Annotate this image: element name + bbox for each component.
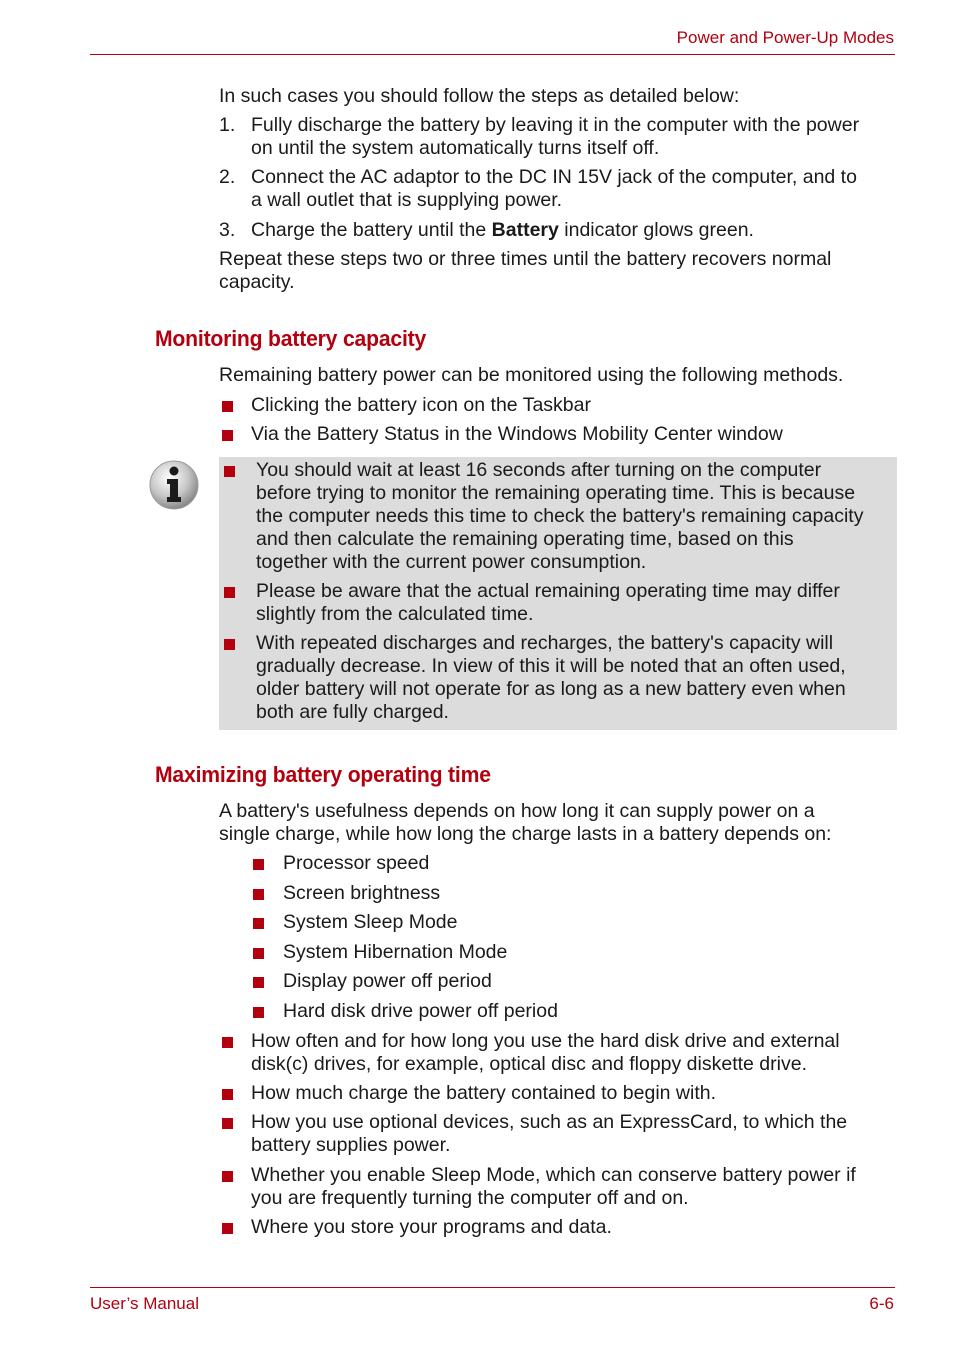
step-text-line: on until the system automatically turns itself off.: [251, 137, 660, 159]
sub-list-item: [253, 941, 889, 964]
bullet-square-icon: [224, 587, 235, 598]
list-item-line: Where you store your programs and data.: [251, 1216, 612, 1238]
battery-indicator-label: Battery: [491, 219, 559, 241]
monitoring-intro: Remaining battery power can be monitored using the following methods.: [219, 364, 844, 386]
step-text-line: a wall outlet that is supplying power.: [251, 189, 563, 211]
bullet-square-icon: [253, 918, 264, 929]
sub-list-item: [253, 852, 889, 875]
bullet-square-icon: [222, 1171, 233, 1182]
step-text: Charge the battery until the: [251, 219, 492, 241]
note-line: before trying to monitor the remaining operating time. This is because: [256, 482, 856, 504]
step-number: 3.: [219, 219, 236, 241]
list-item: [222, 1111, 889, 1157]
bullet-square-icon: [253, 859, 264, 870]
note-item: [224, 580, 892, 626]
list-item-line: How often and for how long you use the hard disk drive and external: [251, 1030, 840, 1052]
step-number: 1.: [219, 114, 236, 136]
list-item-text: Via the Battery Status in the Windows Mobility Center window: [251, 423, 783, 445]
bullet-square-icon: [222, 401, 233, 412]
list-item: [222, 1216, 889, 1239]
bullet-square-icon: [253, 977, 264, 988]
paragraph-line: capacity.: [219, 271, 295, 293]
bullet-square-icon: [222, 1089, 233, 1100]
sub-list-item: [253, 911, 889, 934]
step-text-line: Fully discharge the battery by leaving it in the computer with the power: [251, 114, 860, 136]
step-text-line: Connect the AC adaptor to the DC IN 15V jack of the computer, and to: [251, 166, 857, 188]
list-item-line: you are frequently turning the computer off and on.: [251, 1187, 689, 1209]
bullet-square-icon: [253, 1007, 264, 1018]
list-item-line: How much charge the battery contained to begin with.: [251, 1082, 717, 1104]
bullet-square-icon: [222, 1118, 233, 1129]
list-item-text: Hard disk drive power off period: [283, 1000, 558, 1022]
list-item-text: Screen brightness: [283, 882, 441, 904]
bullet-square-icon: [222, 430, 233, 441]
bullet-square-icon: [253, 889, 264, 900]
sub-list-item: [253, 882, 889, 905]
footer-manual-title: User’s Manual: [90, 1294, 199, 1313]
list-item-text: Clicking the battery icon on the Taskbar: [251, 394, 591, 416]
list-item-line: battery supplies power.: [251, 1134, 451, 1156]
list-item-text: Processor speed: [283, 852, 430, 874]
list-item: [222, 1164, 889, 1210]
info-icon: [148, 459, 200, 511]
step-2: [219, 166, 889, 212]
sub-list-item: [253, 1000, 889, 1023]
list-item-line: Whether you enable Sleep Mode, which can conserve battery power if: [251, 1164, 856, 1186]
list-item: [222, 394, 889, 417]
intro-paragraph: In such cases you should follow the steps as detailed below:: [219, 85, 740, 107]
list-item: [222, 1030, 889, 1076]
running-header: Power and Power-Up Modes: [676, 28, 894, 47]
note-line: older battery will not operate for as long as a new battery even when: [256, 678, 846, 700]
list-item-line: How you use optional devices, such as an ExpressCard, to which the: [251, 1111, 848, 1133]
section-heading-maximizing: Maximizing battery operating time: [155, 762, 491, 787]
list-item: [222, 1082, 889, 1105]
bullet-square-icon: [222, 1223, 233, 1234]
step-text: indicator glows green.: [558, 219, 754, 241]
footer-rule: [90, 1287, 895, 1288]
list-item-text: Display power off period: [283, 970, 492, 992]
bullet-square-icon: [253, 948, 264, 959]
step-number: 2.: [219, 166, 236, 188]
note-line: both are fully charged.: [256, 701, 449, 723]
note-line: Please be aware that the actual remaining operating time may differ: [256, 580, 840, 602]
note-line: the computer needs this time to check the battery's remaining capacity: [256, 505, 864, 527]
paragraph-line: A battery's usefulness depends on how long it can supply power on a: [219, 800, 815, 822]
list-item-text: System Sleep Mode: [283, 911, 458, 933]
note-item: [224, 632, 892, 724]
bullet-square-icon: [222, 1037, 233, 1048]
step-3: [219, 219, 889, 242]
note-item: [224, 459, 892, 574]
note-line: You should wait at least 16 seconds after turning on the computer: [256, 459, 822, 481]
page-number: 6-6: [869, 1294, 894, 1313]
note-line: together with the current power consumption.: [256, 551, 647, 573]
paragraph-line: Repeat these steps two or three times until the battery recovers normal: [219, 248, 832, 270]
list-item-text: System Hibernation Mode: [283, 941, 508, 963]
bullet-square-icon: [224, 639, 235, 650]
note-line: gradually decrease. In view of this it will be noted that an often used,: [256, 655, 846, 677]
repeat-paragraph: [219, 248, 889, 294]
section-heading-monitoring: Monitoring battery capacity: [155, 326, 427, 351]
list-item-line: disk(c) drives, for example, optical disc and floppy diskette drive.: [251, 1053, 807, 1075]
note-line: With repeated discharges and recharges, the battery's capacity will: [256, 632, 834, 654]
header-rule: [90, 54, 895, 55]
note-line: slightly from the calculated time.: [256, 603, 534, 625]
note-line: and then calculate the remaining operating time, based on this: [256, 528, 794, 550]
list-item: [222, 423, 889, 446]
paragraph-line: single charge, while how long the charge lasts in a battery depends on:: [219, 823, 832, 845]
maximizing-intro: [219, 800, 889, 846]
step-1: [219, 114, 889, 160]
bullet-square-icon: [224, 466, 235, 477]
sub-list-item: [253, 970, 889, 993]
